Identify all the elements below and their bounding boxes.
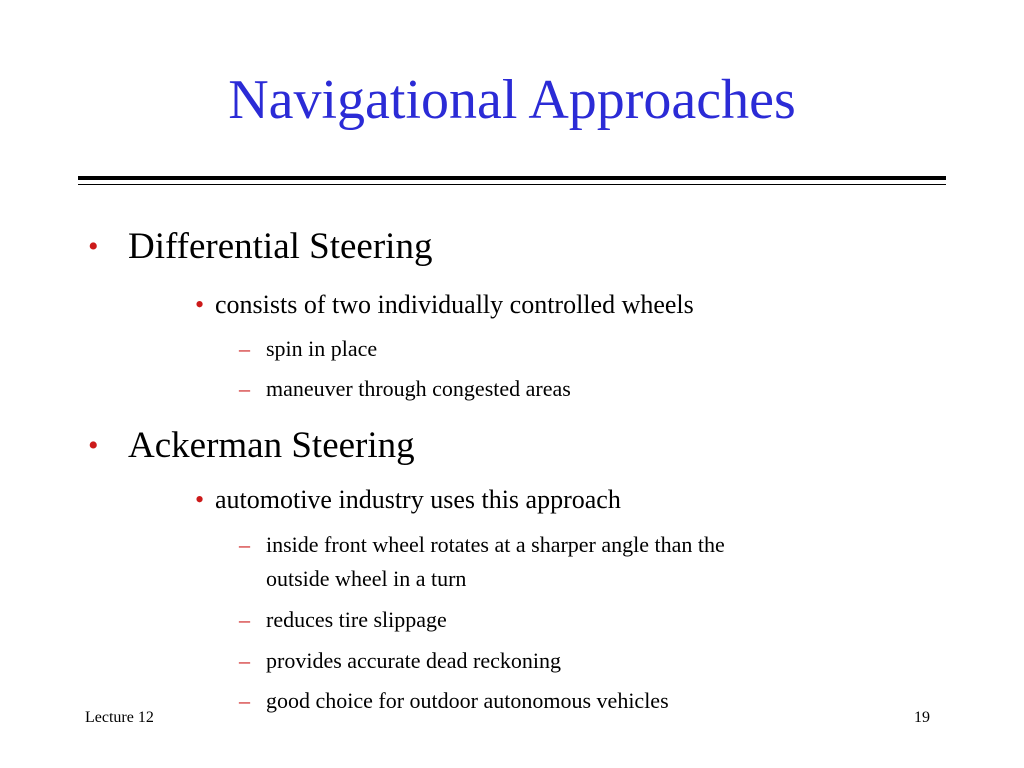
bullet-icon: • xyxy=(88,429,99,462)
title-divider-thin xyxy=(78,184,946,185)
point-text: inside front wheel rotates at a sharper angle than the xyxy=(266,532,725,557)
footer-page-number: 19 xyxy=(914,709,930,726)
dash-icon: – xyxy=(239,648,250,673)
bullet-icon: • xyxy=(195,290,205,319)
point-text: maneuver through congested areas xyxy=(266,376,571,401)
dash-icon: – xyxy=(239,532,250,557)
subbullet-text: automotive industry uses this approach xyxy=(215,485,621,514)
point-text: spin in place xyxy=(266,336,378,361)
bullet-icon: • xyxy=(195,485,205,514)
bullet-icon: • xyxy=(88,230,99,263)
dash-icon: – xyxy=(239,376,250,401)
dash-icon: – xyxy=(239,688,250,713)
dash-icon: – xyxy=(239,336,250,361)
subbullet-text: consists of two individually controlled wheels xyxy=(215,290,694,319)
slide-title: Navigational Approaches xyxy=(228,69,796,131)
title-divider-thick xyxy=(78,176,946,180)
point-text: outside wheel in a turn xyxy=(266,566,467,591)
footer-lecture-label: Lecture 12 xyxy=(85,709,154,726)
point-text: reduces tire slippage xyxy=(266,607,447,632)
dash-icon: – xyxy=(239,607,250,632)
point-text: good choice for outdoor autonomous vehicles xyxy=(266,688,669,713)
bullet-heading: Differential Steering xyxy=(128,226,433,267)
point-text: provides accurate dead reckoning xyxy=(266,648,562,673)
bullet-heading: Ackerman Steering xyxy=(128,425,415,466)
